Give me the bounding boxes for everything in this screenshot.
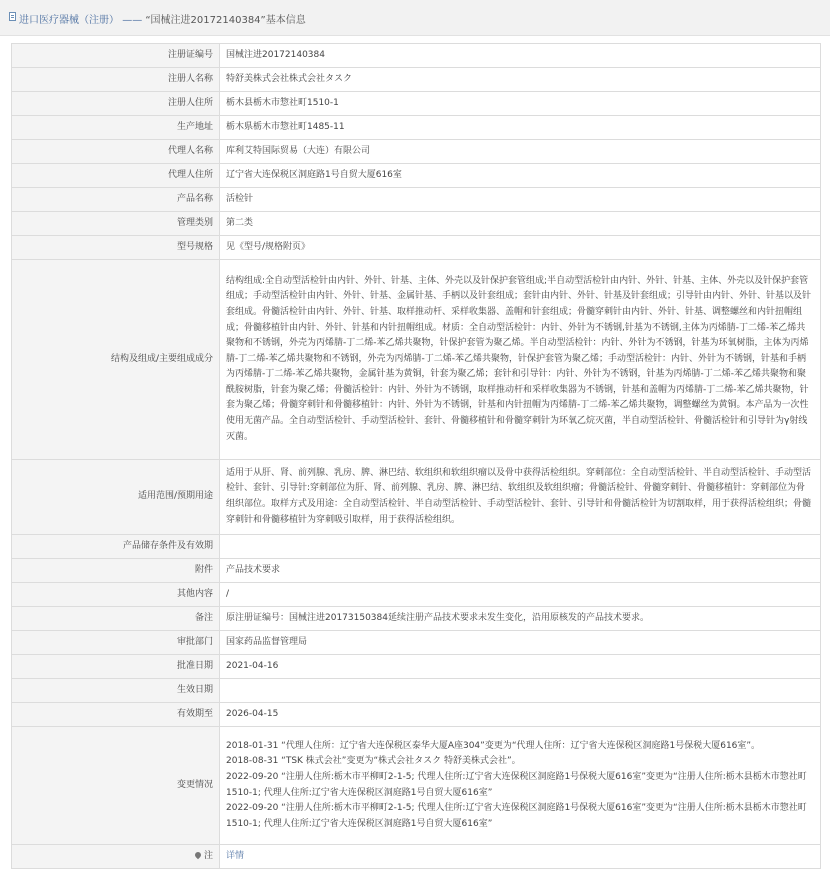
- row-other-content: [12, 583, 821, 607]
- change-entry: 2018-08-31 “TSK 株式会社”变更为“株式会社タスク 特舒美株式会社”。: [226, 756, 521, 767]
- field-value: [220, 679, 821, 703]
- row-intended-use: [12, 460, 821, 535]
- detail-table: [11, 43, 821, 869]
- field-label: 适用范围/预期用途: [12, 460, 220, 535]
- row-product-name: [12, 188, 821, 212]
- change-entry: 2022-09-20 “注册人住所:栃木市平柳町2-1-5; 代理人住所:辽宁省大连保税区洞庭路1号保税大厦616室”变更为“注册人住所:栃木县栃木市惣社町1510-1; 代理人住所:辽宁省大连保税区洞庭路1号自贸大厦616室”: [226, 771, 807, 798]
- row-remarks: [12, 607, 821, 631]
- field-value: 结构组成:全自动型活检针由内针、外针、针基、主体、外壳以及针保护套管组成;半自动型活检针由内针、外针、针基、主体、外壳以及针保护套管组成；手动型活检针由内针、外针、针基、金属针基、手柄以及针套组成；套针由内针、外针、针基及针套组成；引导针由内针、外针、针基以及针套组成。骨髓活检针由内针、外针、针基、取样推动杆、采样收集器、盖帽和针套组成；骨髓穿刺针由内针、外针、针基、调整螺丝和内针扭帽组成；骨髓移植针由内针、外针、针基和内针扭帽组成。材质：全自动型活检针：内针、外针为不锈钢,针基为不锈钢,主体为丙烯腈-丁二烯-苯乙烯共聚物和不锈钢，外壳为丙烯腈-丁二烯-苯乙烯共聚物，针保护套管为聚乙烯。半自动型活检针：内针、外针为不锈钢，针基为环氧树脂，主体为丙烯腈-丁二烯-苯乙烯共聚物和不锈钢，外壳为丙烯腈-丁二烯-苯乙烯共聚物，针保护套管为聚乙烯；手动型活检针：内针、外针为不锈钢，针基和手柄为丙烯腈-丁二烯-苯乙烯共聚物，金属针基为黄铜，针套为聚乙烯；套针和引导针：内针、外针为不锈钢，针基为丙烯腈-丁二烯-苯乙烯共聚物和聚酰胺树脂，针套为聚乙烯；骨髓活检针：内针、外针为不锈钢，取样推动杆和采样收集器为不锈钢，针基和盖帽为丙烯腈-丁二烯-苯乙烯共聚物，针套为聚乙烯；骨髓穿刺针和骨髓移植针：内针、外针为不锈钢，针基和内针扭帽为丙烯腈-丁二烯-苯乙烯共聚物，调整螺丝为黄铜。本产品为一次性使用无菌产品。全自动型活检针、手动型活检针、套针、骨髓移植针和骨髓穿刺针为环氧乙烷灭菌，半自动型活检针、骨髓活检针和引导针为γ射线灭菌。: [220, 260, 821, 460]
- row-storage-conditions: [12, 535, 821, 559]
- page-header: [0, 0, 830, 36]
- field-label: 注册证编号: [12, 44, 220, 68]
- field-label: 生产地址: [12, 116, 220, 140]
- row-attachment: [12, 559, 821, 583]
- note-label: 注: [203, 850, 213, 861]
- row-effective-date: [12, 679, 821, 703]
- field-value: 2021-04-16: [220, 655, 821, 679]
- field-value: 2026-04-15: [220, 703, 821, 727]
- row-agent-name: [12, 140, 821, 164]
- details-link[interactable]: 详情: [226, 850, 245, 861]
- field-label: 产品储存条件及有效期: [12, 535, 220, 559]
- note-label-cell: [12, 845, 220, 869]
- row-agent-address: [12, 164, 821, 188]
- row-registrant-name: [12, 68, 821, 92]
- field-value: 原注册证编号：国械注进20173150384延续注册产品技术要求未发生变化，沿用原核发的产品技术要求。: [220, 607, 821, 631]
- row-change-history: [12, 727, 821, 845]
- change-entry: 2018-01-31 “代理人住所：辽宁省大连保税区泰华大厦A座304”变更为“代理人住所：辽宁省大连保税区洞庭路1号保税大厦616室”。: [226, 740, 761, 751]
- field-value: 栃木県栃木市惣社町1485-11: [220, 116, 821, 140]
- row-management-class: [12, 212, 821, 236]
- row-note: [12, 845, 821, 869]
- row-approval-date: [12, 655, 821, 679]
- row-valid-until: [12, 703, 821, 727]
- field-label: 审批部门: [12, 631, 220, 655]
- breadcrumb-current: “国械注进20172140384”基本信息: [145, 15, 306, 26]
- row-registrant-address: [12, 92, 821, 116]
- field-value: [220, 535, 821, 559]
- breadcrumb-section[interactable]: 进口医疗器械（注册）: [19, 15, 119, 26]
- field-label: 管理类别: [12, 212, 220, 236]
- field-value: 活检针: [220, 188, 821, 212]
- change-history-list: [220, 727, 821, 845]
- field-label: 附件: [12, 559, 220, 583]
- field-label: 有效期至: [12, 703, 220, 727]
- row-structure-composition: [12, 260, 821, 460]
- field-value: 第二类: [220, 212, 821, 236]
- field-label: 其他内容: [12, 583, 220, 607]
- field-label: 注册人住所: [12, 92, 220, 116]
- change-entry: 2022-09-20 “注册人住所:栃木市平柳町2-1-5; 代理人住所:辽宁省大连保税区洞庭路1号保税大厦616室”变更为“注册人住所:栃木县栃木市惣社町1510-1; 代理人住所:辽宁省大连保税区洞庭路1号自贸大厦616室”: [226, 803, 807, 829]
- field-label: 批准日期: [12, 655, 220, 679]
- row-model-spec: [12, 236, 821, 260]
- row-registration-number: [12, 44, 821, 68]
- field-value: 库利艾特国际贸易（大连）有限公司: [220, 140, 821, 164]
- location-pin-icon: [194, 851, 202, 859]
- field-label: 变更情况: [12, 727, 220, 845]
- breadcrumb: [19, 11, 306, 26]
- field-label: 结构及组成/主要组成成分: [12, 260, 220, 460]
- field-value: 特舒美株式会社株式会社タスク: [220, 68, 821, 92]
- field-value: 见《型号/规格附页》: [220, 236, 821, 260]
- field-value: 国家药品监督管理局: [220, 631, 821, 655]
- row-approval-department: [12, 631, 821, 655]
- field-value: 适用于从肝、肾、前列腺、乳房、脾、淋巴结、软组织和软组织瘤以及骨中获得活检组织。穿刺部位：全自动型活检针、半自动型活检针、手动型活检针、套针、引导针:穿刺部位为肝、肾、前列腺、乳房、脾、淋巴结、软组织及软组织瘤；骨髓活检针、骨髓穿刺针、骨髓移植针：穿刺部位为骨组织部位。取样方式及用途：全自动型活检针、半自动型活检针、手动型活检针、套针、引导针和骨髓活检针为切割取样，用于获得活检组织；骨髓穿刺针和骨髓移植针为穿刺吸引取样，用于获得活检组织。: [220, 460, 821, 535]
- field-value: 栃木县栃木市惣社町1510-1: [220, 92, 821, 116]
- field-label: 备注: [12, 607, 220, 631]
- field-label: 型号规格: [12, 236, 220, 260]
- field-label: 产品名称: [12, 188, 220, 212]
- breadcrumb-separator: ——: [122, 15, 143, 26]
- field-label: 生效日期: [12, 679, 220, 703]
- field-value: 辽宁省大连保税区洞庭路1号自贸大厦616室: [220, 164, 821, 188]
- note-value: [220, 845, 821, 869]
- field-value: 产品技术要求: [220, 559, 821, 583]
- field-label: 代理人名称: [12, 140, 220, 164]
- field-value: 国械注进20172140384: [220, 44, 821, 68]
- field-value: /: [220, 583, 821, 607]
- row-production-address: [12, 116, 821, 140]
- field-label: 代理人住所: [12, 164, 220, 188]
- document-icon: [9, 12, 16, 21]
- field-label: 注册人名称: [12, 68, 220, 92]
